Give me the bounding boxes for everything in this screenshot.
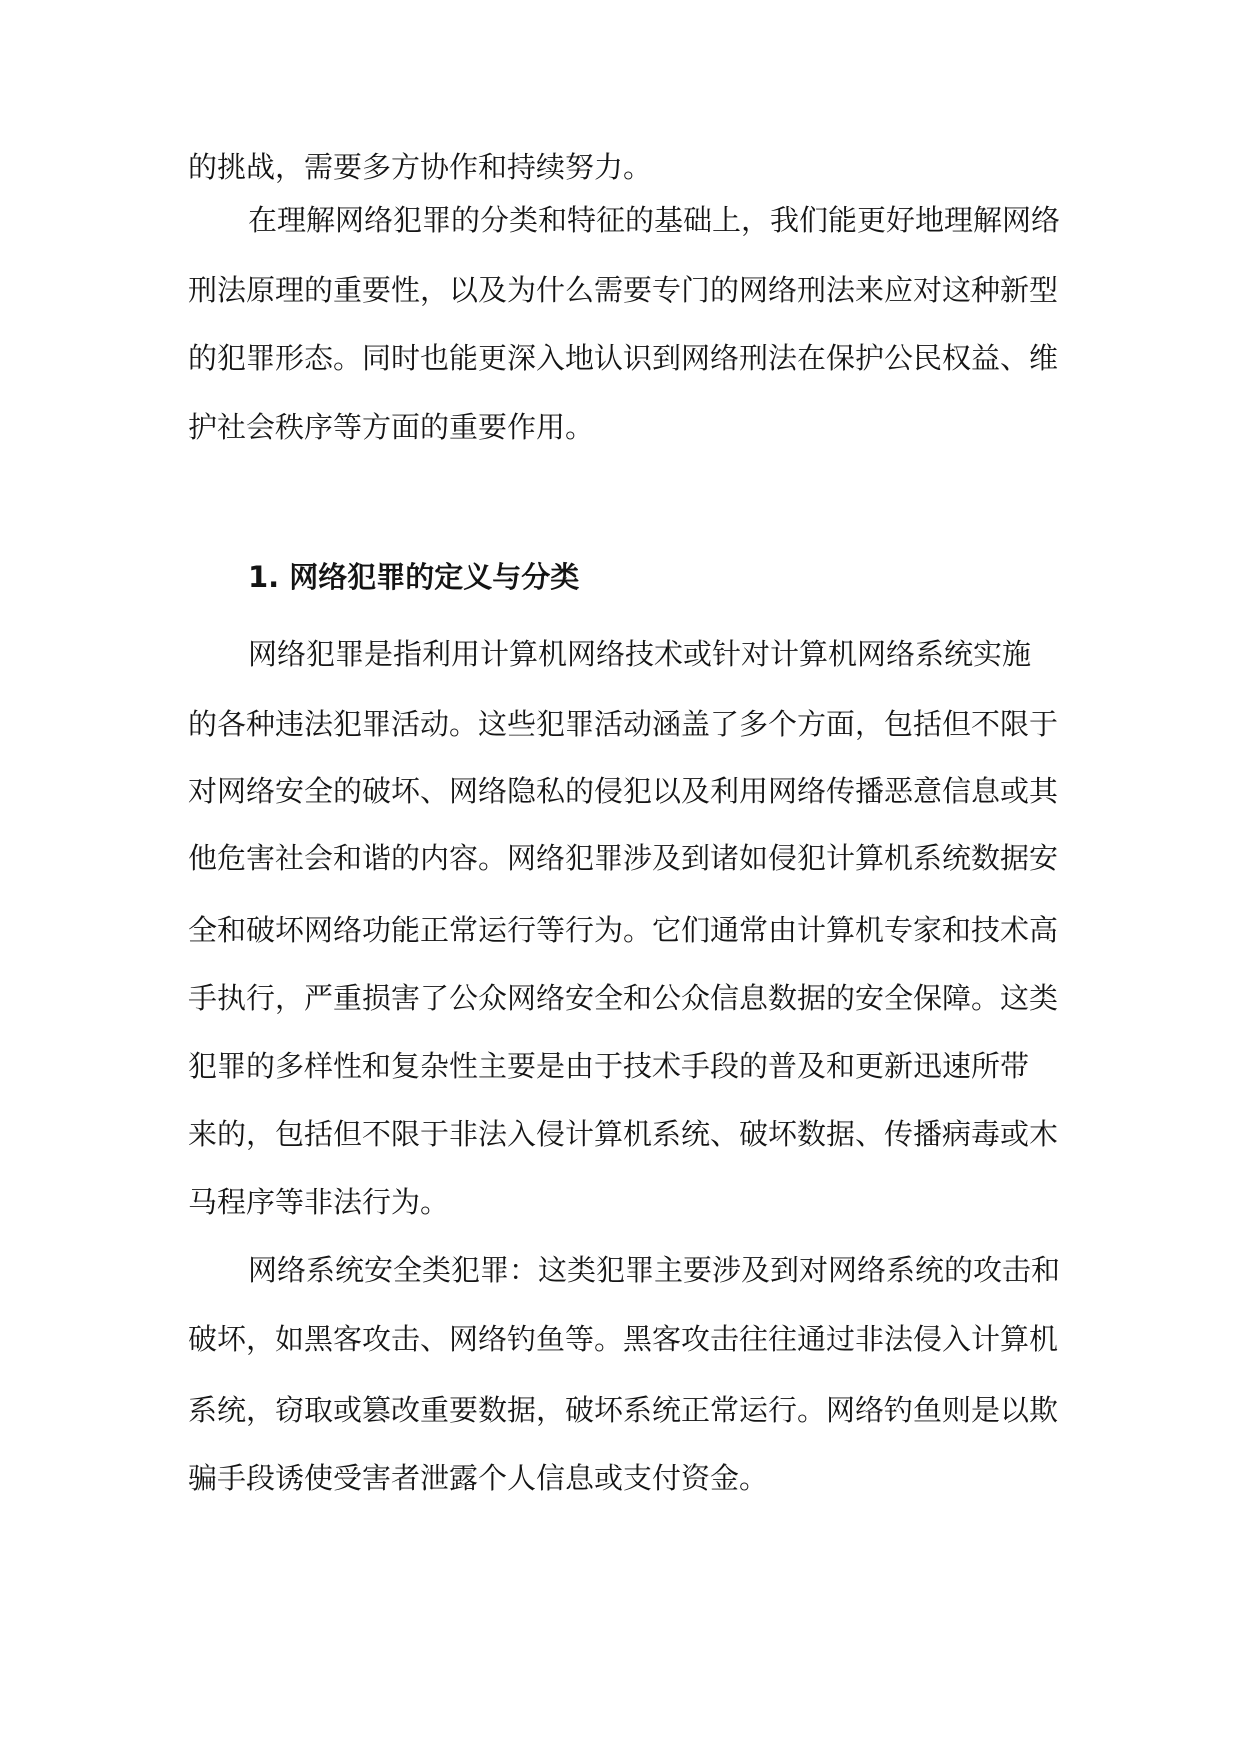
paragraph-line: 犯罪的多样性和复杂性主要是由于技术手段的普及和更新迅速所带 xyxy=(188,1049,1030,1083)
paragraph-line: 手执行，严重损害了公众网络安全和公众信息数据的安全保障。这类 xyxy=(188,981,1059,1015)
paragraph-line: 网络犯罪是指利用计算机网络技术或针对计算机网络系统实施 xyxy=(248,637,1032,671)
paragraph-line: 网络系统安全类犯罪：这类犯罪主要涉及到对网络系统的攻击和 xyxy=(248,1253,1061,1287)
section-heading: 1. 网络犯罪的定义与分类 xyxy=(248,560,580,594)
paragraph-line: 全和破坏网络功能正常运行等行为。它们通常由计算机专家和技术高 xyxy=(188,913,1059,947)
paragraph-line: 系统，窃取或篡改重要数据，破坏系统正常运行。网络钓鱼则是以欺 xyxy=(188,1393,1059,1427)
paragraph-line: 他危害社会和谐的内容。网络犯罪涉及到诸如侵犯计算机系统数据安 xyxy=(188,841,1059,875)
paragraph-line: 马程序等非法行为。 xyxy=(188,1185,450,1219)
paragraph-line: 在理解网络犯罪的分类和特征的基础上，我们能更好地理解网络 xyxy=(248,203,1061,237)
paragraph-line: 护社会秩序等方面的重要作用。 xyxy=(188,410,595,444)
paragraph-line: 对网络安全的破坏、网络隐私的侵犯以及利用网络传播恶意信息或其 xyxy=(188,774,1059,808)
paragraph-line: 的各种违法犯罪活动。这些犯罪活动涵盖了多个方面，包括但不限于 xyxy=(188,707,1059,741)
paragraph-line: 来的，包括但不限于非法入侵计算机系统、破坏数据、传播病毒或木 xyxy=(188,1117,1059,1151)
paragraph-line: 的犯罪形态。同时也能更深入地认识到网络刑法在保护公民权益、维 xyxy=(188,341,1059,375)
paragraph-line: 骗手段诱使受害者泄露个人信息或支付资金。 xyxy=(188,1461,769,1495)
paragraph-line: 破坏，如黑客攻击、网络钓鱼等。黑客攻击往往通过非法侵入计算机 xyxy=(188,1322,1059,1356)
paragraph-line: 的挑战，需要多方协作和持续努力。 xyxy=(188,150,653,184)
paragraph-line: 刑法原理的重要性，以及为什么需要专门的网络刑法来应对这种新型 xyxy=(188,273,1059,307)
